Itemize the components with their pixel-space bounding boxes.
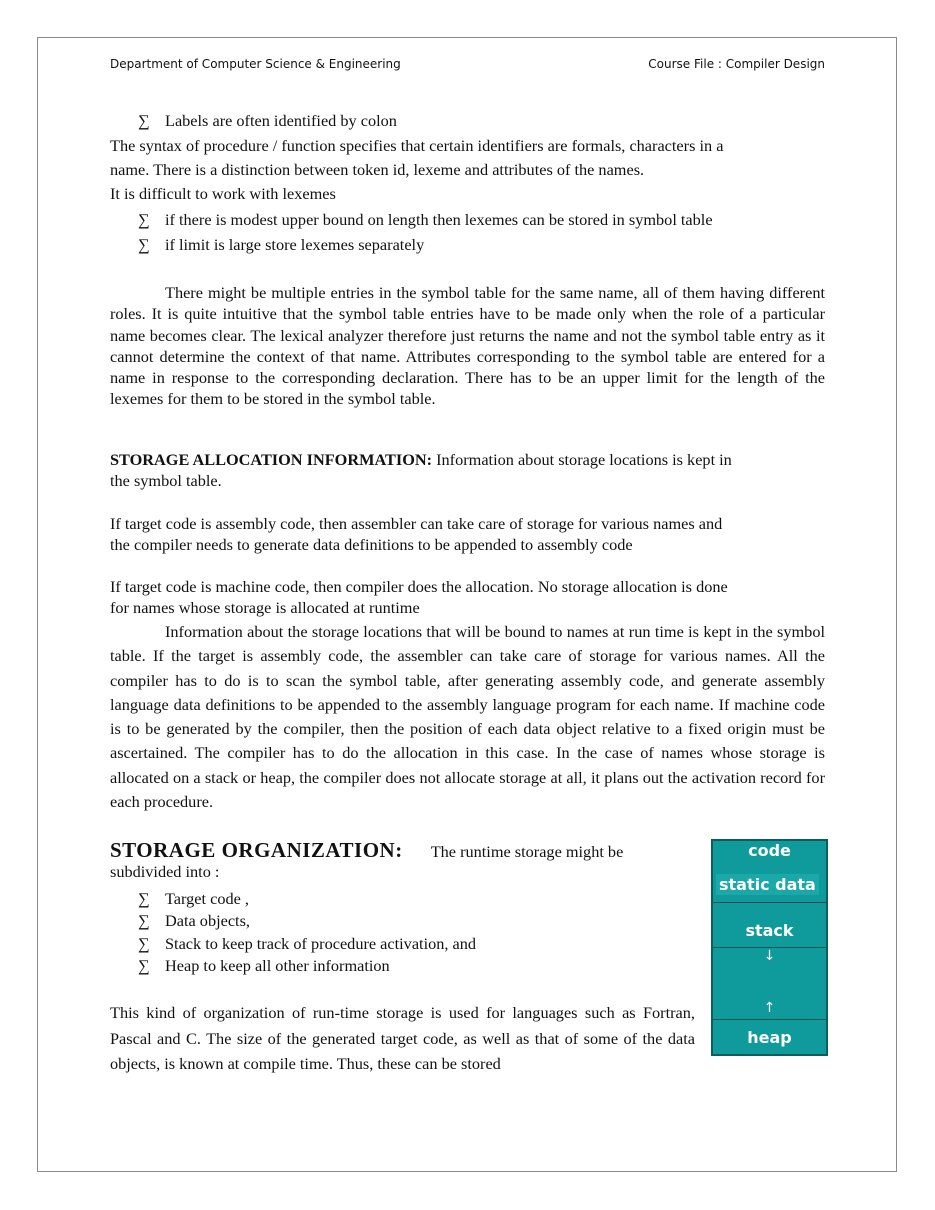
text-line: name. There is a distinction between token id, lexeme and attributes of the names. [110,160,645,179]
text-line: If target code is machine code, then compiler does the allocation. No storage allocation is done [110,577,728,596]
text-line: the symbol table. [110,471,222,490]
list-item-text: Stack to keep track of procedure activation, and [165,934,477,953]
list-item-text: if limit is large store lexemes separately [165,235,425,254]
text-span: Information about storage locations is kept in [432,450,732,469]
list-item [138,210,713,230]
sum-bullet-icon: ∑ [138,911,150,930]
paragraph-multiple-entries [110,282,825,410]
paragraph-text: There might be multiple entries in the symbol table for the same name, all of them having different roles. It is quite intuitive that the symbol table entries have to be made only when the role of a particular name becomes clear. The lexical analyzer therefore just returns the name and not the symbol table entry as it cannot determine the context of that name. Attributes corresponding to the symbol table are entered for a name in response to the corresponding declaration. There has to be an upper limit for the length of the lexemes for them to be stored in the symbol table. [110,283,825,409]
storage-allocation-line [110,450,732,470]
arrow-up-icon: ↑ [763,1000,776,1016]
text-line: the compiler needs to generate data definitions to be appended to assembly code [110,535,633,554]
storage-org-line [110,838,623,863]
text-line: If target code is assembly code, then assembler can take care of storage for various names and [110,514,723,533]
arrow-down-icon: ↓ [763,948,776,964]
section-heading-storage-allocation: STORAGE ALLOCATION INFORMATION: [110,450,433,469]
sum-bullet-icon: ∑ [138,956,150,975]
list-item [138,235,424,255]
text-line: for names whose storage is allocated at runtime [110,598,420,617]
paragraph-text: Information about the storage locations that will be bound to names at run time is kept in the symbol table. If the target is assembly code, the assembler can take care of storage for various names. All the compiler has to do is to scan the symbol table, after generating assembly code, and generate assembly language data definitions to be appended to the assembly language program for each name. If machine code is to be generated by the compiler, then the position of each data object relative to a fixed origin must be ascertained. The compiler has to do the allocation in this case. In the case of names whose storage is allocated on a stack or heap, the compiler does not allocate storage at all, it plans out the activation record for each procedure. [110,622,825,812]
sum-bullet-icon: ∑ [138,111,150,130]
storage-layout-diagram [711,839,828,1056]
list-item [138,934,476,954]
list-item-text: Labels are often identified by colon [165,111,397,130]
paragraph-information [110,620,825,814]
list-item [138,956,390,976]
text-span: The runtime storage might be [430,842,624,861]
list-item-text: Data objects, [165,911,250,930]
text-line: The syntax of procedure / function specifies that certain identifiers are formals, characters in a [110,136,724,155]
section-heading-storage-organization: STORAGE ORGANIZATION: [110,838,403,862]
list-item [138,111,397,131]
header-department: Department of Computer Science & Engineering [110,57,401,71]
list-item-text: if there is modest upper bound on length then lexemes can be stored in symbol table [165,210,713,229]
sum-bullet-icon: ∑ [138,934,150,953]
header-course: Course File : Compiler Design [648,57,825,71]
list-item-text: Target code , [165,889,249,908]
list-item [138,889,249,909]
diagram-label-static-data: static data [716,874,819,895]
text-line: It is difficult to work with lexemes [110,184,336,203]
sum-bullet-icon: ∑ [138,889,150,908]
diagram-label-heap: heap [747,1028,792,1047]
sum-bullet-icon: ∑ [138,210,150,229]
diagram-label-code: code [748,841,791,860]
sum-bullet-icon: ∑ [138,235,150,254]
text-line: subdivided into : [110,862,220,881]
list-item [138,911,250,931]
list-item-text: Heap to keep all other information [165,956,390,975]
paragraph-organization: This kind of organization of run-time storage is used for languages such as Fortran, Pascal and C. The size of the generated target code, as well as that of some of the data objects, is known at compile time. Thus, these can be stored [110,1003,695,1073]
diagram-label-stack: stack [745,921,794,940]
